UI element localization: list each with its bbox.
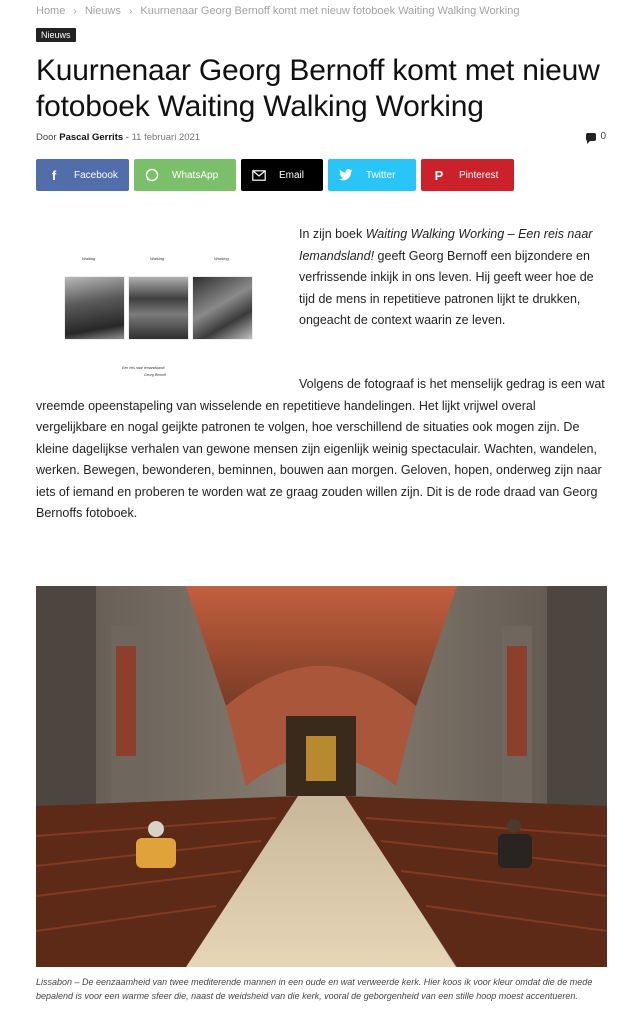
share-facebook-button[interactable]	[36, 159, 129, 191]
breadcrumb-home[interactable]: Home	[36, 5, 66, 17]
share-email-button[interactable]	[241, 159, 323, 191]
share-label: WhatsApp	[172, 169, 219, 181]
intro-text: In zijn boek	[299, 227, 366, 241]
share-label: Facebook	[74, 169, 118, 181]
breadcrumb	[36, 5, 519, 17]
image-caption: Lissabon – De eenzaamheid van twee mediterende mannen in een oude en wat verweerde kerk. Hier koos ik voor kleur omdat die de mede bepalend is voor een warme sfeer die, naast de weidsheid van die kerk, vooral de geborgenheid van een stille hoop moest accentueren.	[36, 977, 593, 1001]
panel-title: Waiting	[82, 256, 96, 261]
share-pinterest-button[interactable]	[421, 159, 514, 191]
intro-text: geeft Georg Bernoff een bijzondere en verfrissende inkijk in ons leven. Hij geeft weer hoe de tijd de mens in repetitieve patronen lijkt te drukken, ongeacht de context waarin ze leven.	[299, 248, 594, 327]
book-title-italic: Waiting Walking Working – Een reis naar Iemandsland!	[299, 227, 593, 263]
by-label: Door	[36, 132, 57, 143]
intro-paragraph	[299, 224, 609, 332]
body-paragraph	[36, 374, 609, 525]
mail-icon	[241, 159, 277, 191]
body-text: Volgens de fotograaf is het menselijk gedrag is een wat vreemde opeenstapeling van wisselende en repetitieve handelingen. Het lijkt vrijwel overal vergelijkbare en nogal geijkte patronen te volgen, hoe verschillend de situaties ook mogen zijn. De kleine dagelijkse verhalen van gewone mensen zijn eigenlijk weinig spectaculair. Wachten, wandelen, werken. Bewegen, bewonderen, beminnen, bouwen aan morgen. Geloven, hopen, onderweg zijn naar iets of iemand en proberen te worden wat ze graag zouden willen zijn. Dit is de rode draad van Georg Bernoffs fotoboek.	[36, 377, 605, 520]
article-date: 11 februari 2021	[131, 132, 201, 143]
church-photo	[36, 586, 607, 967]
breadcrumb-current: Kuurnenaar Georg Bernoff komt met nieuw fotoboek Waiting Walking Working	[140, 5, 520, 17]
photo-panel	[128, 276, 189, 340]
chevron-right-icon: ›	[73, 6, 77, 17]
share-label: Pinterest	[459, 169, 499, 181]
chevron-right-icon: ›	[128, 6, 133, 17]
photo-panel	[64, 276, 125, 340]
facebook-icon: f	[51, 167, 57, 183]
whatsapp-icon	[134, 159, 170, 191]
twitter-icon	[328, 159, 364, 191]
meta-separator: -	[125, 132, 132, 143]
category-badge[interactable]: Nieuws	[36, 28, 76, 42]
book-cover-image[interactable]	[62, 248, 256, 388]
comments-link[interactable]	[586, 131, 606, 142]
share-label: Twitter	[366, 169, 396, 181]
comment-icon	[586, 133, 596, 141]
panel-title: Walking	[150, 256, 165, 261]
book-subtitle: Een reis naar Iemandsland!	[122, 366, 165, 370]
church-interior-image[interactable]	[36, 586, 607, 967]
share-twitter-button[interactable]	[328, 159, 416, 191]
panel-title: Working	[214, 256, 229, 261]
share-whatsapp-button[interactable]	[134, 159, 236, 191]
book-author: Georg Bernoff	[144, 373, 166, 377]
article-meta	[36, 132, 200, 143]
photo-panel	[192, 276, 253, 340]
author-link[interactable]: Pascal Gerrits	[59, 132, 124, 143]
share-label: Email	[279, 169, 305, 181]
article-title: Kuurnenaar Georg Bernoff komt met nieuw fotoboek Waiting Walking Working	[36, 54, 600, 123]
pinterest-icon: P	[434, 167, 444, 183]
comment-count: 0	[600, 131, 606, 142]
breadcrumb-section[interactable]: Nieuws	[84, 5, 121, 17]
